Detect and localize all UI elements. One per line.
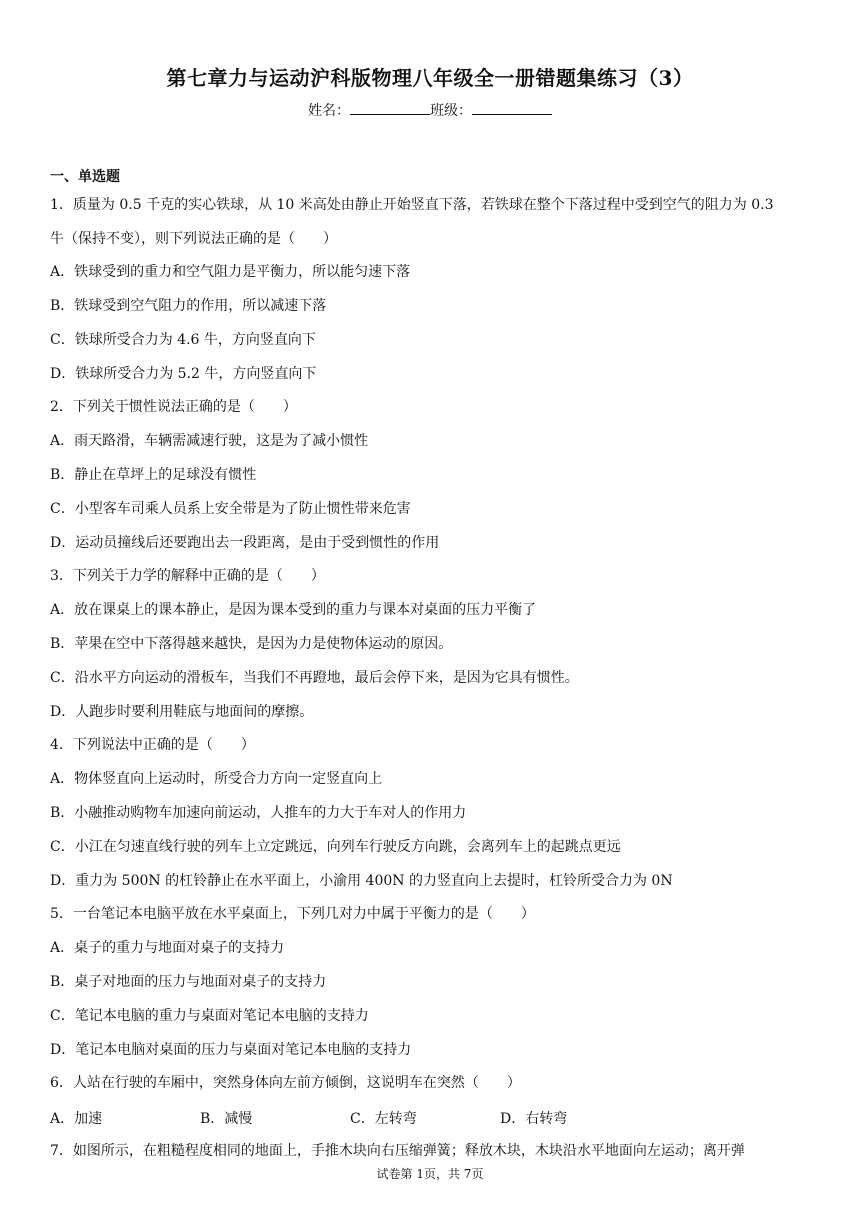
question-4-option-b: B．小融推动购物车加速向前运动，人推车的力大于车对人的作用力	[50, 805, 467, 821]
question-6-option-a: A．加速	[50, 1111, 103, 1127]
question-3-stem: 3．下列关于力学的解释中正确的是（ ）	[50, 568, 325, 584]
page-title: 第七章力与运动沪科版物理八年级全一册错题集练习（3）	[166, 66, 694, 90]
question-1-stem-cont: 牛（保持不变），则下列说法正确的是（ ）	[50, 231, 337, 247]
class-blank[interactable]	[472, 102, 552, 115]
question-2-option-b: B．静止在草坪上的足球没有惯性	[50, 467, 257, 483]
question-5-option-c: C．笔记本电脑的重力与桌面对笔记本电脑的支持力	[50, 1008, 369, 1024]
question-6-stem: 6．人站在行驶的车厢中，突然身体向左前方倾倒，这说明车在突然（ ）	[50, 1075, 521, 1091]
question-5-option-d: D．笔记本电脑对桌面的压力与桌面对笔记本电脑的支持力	[50, 1042, 412, 1058]
question-5-option-b: B．桌子对地面的压力与地面对桌子的支持力	[50, 974, 327, 990]
question-1-option-b: B．铁球受到空气阻力的作用，所以减速下落	[50, 298, 327, 314]
question-3-option-d: D．人跑步时要利用鞋底与地面间的摩擦。	[50, 704, 314, 720]
question-5-option-a: A．桌子的重力与地面对桌子的支持力	[50, 940, 285, 956]
question-1-stem: 1．质量为 0.5 千克的实心铁球，从 10 米高处由静止开始竖直下落，若铁球在整个下落过程中受到空气的阻力为 0.3	[50, 197, 774, 213]
name-blank[interactable]	[350, 102, 430, 115]
question-2-stem: 2．下列关于惯性说法正确的是（ ）	[50, 399, 297, 415]
question-3-option-b: B．苹果在空中下落得越来越快，是因为力是使物体运动的原因。	[50, 636, 453, 652]
question-7-stem: 7．如图所示，在粗糙程度相同的地面上，手推木块向右压缩弹簧；释放木块，木块沿水平地面向左运动；离开弹	[50, 1143, 745, 1159]
question-4-option-c: C．小江在匀速直线行驶的列车上立定跳远，向列车行驶反方向跳，会离列车上的起跳点更远	[50, 839, 621, 855]
name-label: 姓名：	[308, 103, 350, 119]
question-1-option-c: C．铁球所受合力为 4.6 牛，方向竖直向下	[50, 332, 316, 348]
question-3-option-c: C．沿水平方向运动的滑板车，当我们不再蹬地，最后会停下来，是因为它具有惯性。	[50, 670, 579, 686]
question-6-option-c: C．左转弯	[350, 1111, 417, 1127]
question-1-option-a: A．铁球受到的重力和空气阻力是平衡力，所以能匀速下落	[50, 264, 411, 280]
question-2-option-c: C．小型客车司乘人员系上安全带是为了防止惯性带来危害	[50, 501, 411, 517]
question-4-stem: 4．下列说法中正确的是（ ）	[50, 737, 255, 753]
class-label: 班级：	[430, 103, 472, 119]
question-4-option-a: A．物体竖直向上运动时，所受合力方向一定竖直向上	[50, 771, 383, 787]
question-1-option-d: D．铁球所受合力为 5.2 牛，方向竖直向下	[50, 366, 317, 382]
question-6-option-b: B．减慢	[200, 1111, 253, 1127]
question-5-stem: 5．一台笔记本电脑平放在水平桌面上，下列几对力中属于平衡力的是（ ）	[50, 906, 535, 922]
question-3-option-a: A．放在课桌上的课本静止，是因为课本受到的重力与课本对桌面的压力平衡了	[50, 602, 537, 618]
section-heading: 一、单选题	[50, 169, 120, 185]
page-footer: 试卷第 1页，共 7页	[376, 1167, 484, 1181]
question-6-option-d: D．右转弯	[500, 1111, 568, 1127]
question-4-option-d: D．重力为 500N 的杠铃静止在水平面上，小渝用 400N 的力竖直向上去提时，杠铃所受合力为 0N	[50, 873, 673, 889]
question-2-option-a: A．雨天路滑，车辆需减速行驶，这是为了减小惯性	[50, 433, 369, 449]
question-2-option-d: D．运动员撞线后还要跑出去一段距离，是由于受到惯性的作用	[50, 535, 440, 551]
student-info	[0, 100, 860, 120]
